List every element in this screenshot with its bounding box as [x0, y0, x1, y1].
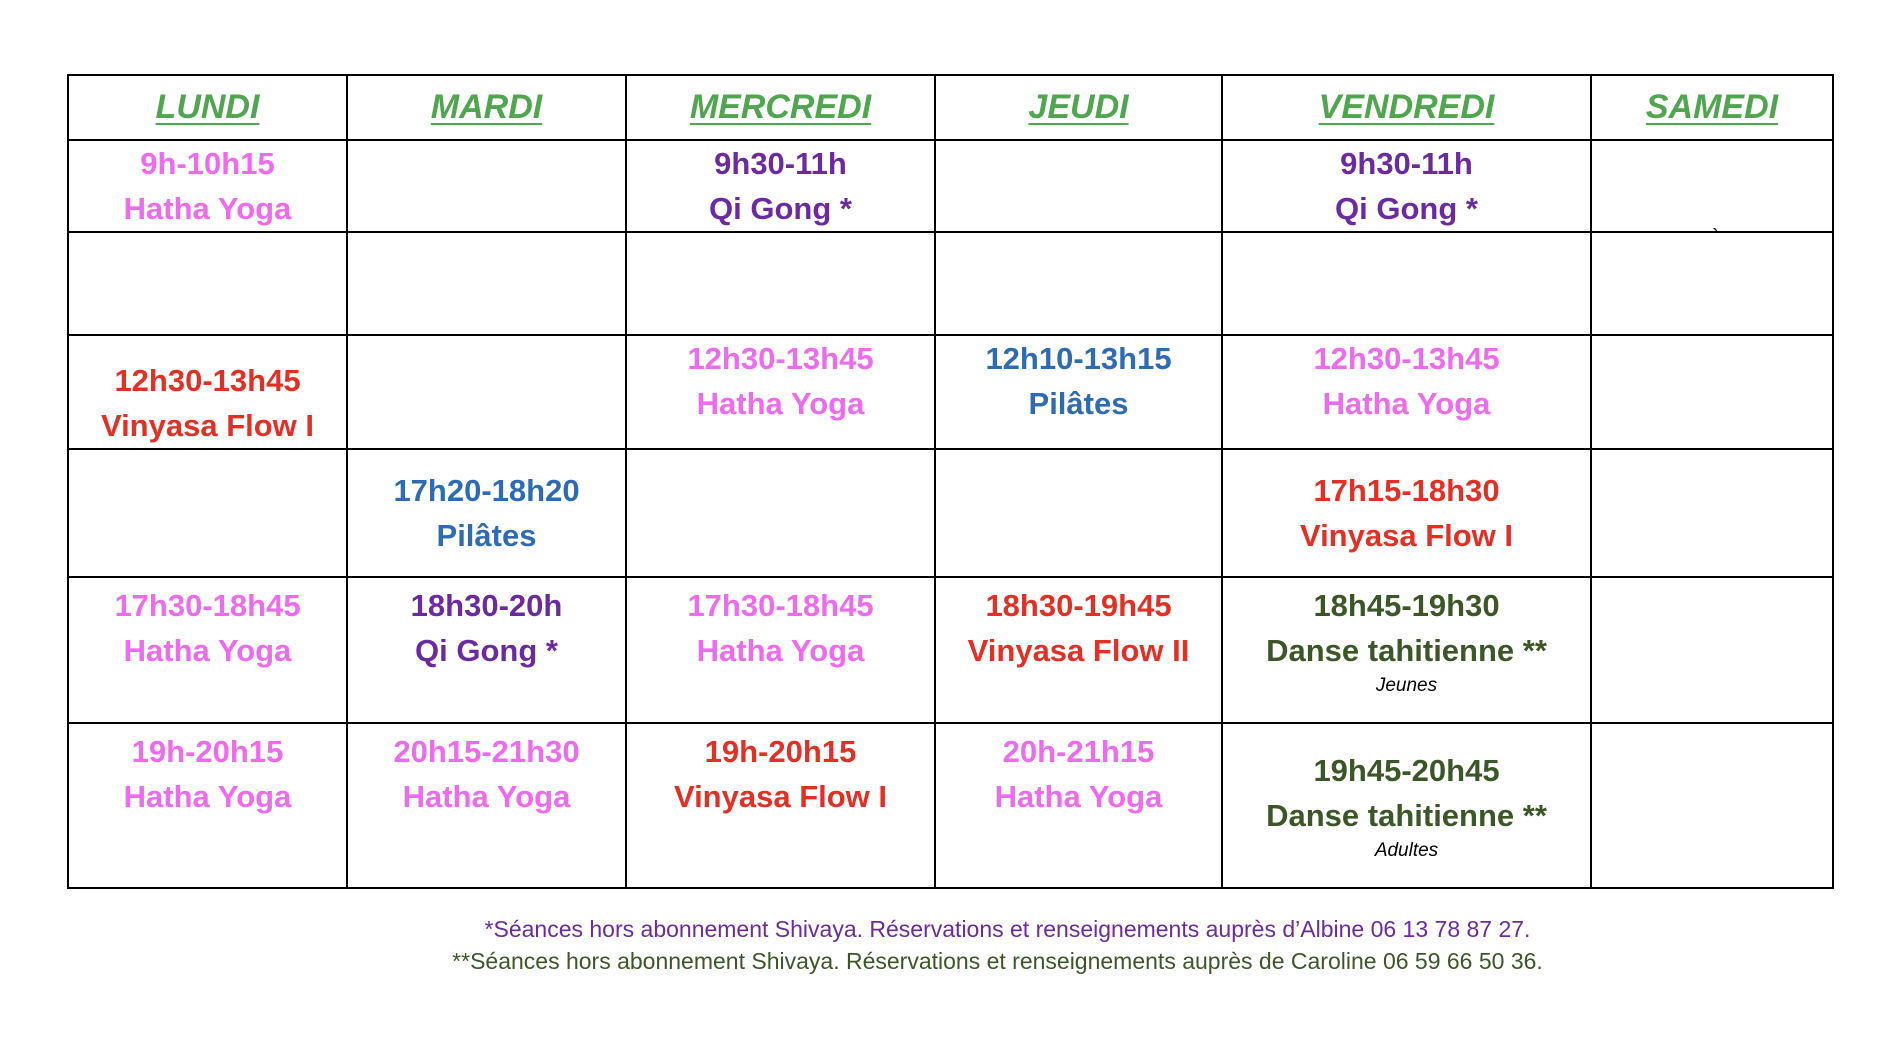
table-row: [68, 140, 1833, 232]
empty-cell: [1591, 335, 1833, 449]
session-time: 19h-20h15: [704, 734, 857, 769]
session-time: 12h30-13h45: [114, 363, 301, 398]
session-name: Hatha Yoga: [123, 191, 292, 226]
empty-cell: [1591, 723, 1833, 888]
empty-cell: [1591, 577, 1833, 723]
session-note: Adultes: [1374, 839, 1439, 861]
session-name: Qi Gong *: [709, 191, 852, 226]
footnotes: [0, 913, 1888, 977]
table-row: [68, 723, 1833, 888]
empty-cell: [626, 232, 935, 335]
empty-cell: [68, 232, 347, 335]
day-header-lundi: LUNDI: [68, 75, 347, 140]
session-name: Danse tahitienne **: [1266, 797, 1547, 833]
session-cell: [1222, 140, 1591, 232]
session-name: Vinyasa Flow I: [1299, 518, 1514, 553]
session-cell: [626, 723, 935, 888]
empty-cell: [626, 449, 935, 577]
session-name: Danse tahitienne **: [1266, 633, 1547, 668]
session-cell: [347, 577, 626, 723]
session-time: 12h30-13h45: [1313, 341, 1500, 376]
stray-mark: `: [1712, 226, 1719, 248]
empty-cell: [1591, 140, 1833, 232]
session-name: Hatha Yoga: [1322, 386, 1491, 421]
session-time: 19h45-20h45: [1313, 752, 1500, 788]
table-row: [68, 449, 1833, 577]
session-time: 17h30-18h45: [687, 588, 874, 623]
session-cell: [935, 723, 1222, 888]
session-time: 17h20-18h20: [393, 473, 580, 508]
session-time: 18h45-19h30: [1313, 588, 1500, 623]
session-cell: [935, 335, 1222, 449]
session-time: 12h30-13h45: [687, 341, 874, 376]
footnote-single-star: *Séances hors abonnement Shivaya. Réservations et renseignements auprès d’Albine 06 13 78 87 27.: [484, 916, 1531, 942]
session-name: Qi Gong *: [415, 633, 558, 668]
session-name: Hatha Yoga: [994, 779, 1163, 814]
day-header-jeudi: JEUDI: [935, 75, 1222, 140]
session-name: Hatha Yoga: [123, 633, 292, 668]
session-time: 20h-21h15: [1002, 734, 1155, 769]
session-cell: [347, 723, 626, 888]
day-header-samedi: SAMEDI: [1591, 75, 1833, 140]
table-row: [68, 232, 1833, 335]
empty-cell: [1591, 449, 1833, 577]
session-cell: [68, 577, 347, 723]
empty-cell: [1222, 232, 1591, 335]
session-time: 19h-20h15: [131, 734, 284, 769]
session-name: Qi Gong *: [1335, 191, 1478, 226]
session-cell: [1222, 449, 1591, 577]
session-cell: [626, 140, 935, 232]
session-time: 17h15-18h30: [1313, 473, 1500, 508]
table-row: [68, 577, 1833, 723]
session-time: 9h30-11h: [714, 146, 847, 181]
session-cell: [626, 577, 935, 723]
session-name: Pilâtes: [1028, 386, 1129, 421]
session-name: Hatha Yoga: [123, 779, 292, 814]
session-name: Vinyasa Flow II: [967, 633, 1190, 668]
empty-cell: [68, 449, 347, 577]
session-time: 20h15-21h30: [393, 734, 580, 769]
session-cell: [935, 577, 1222, 723]
table-row: [68, 335, 1833, 449]
empty-cell: [935, 449, 1222, 577]
session-cell: [68, 140, 347, 232]
session-cell: [626, 335, 935, 449]
footnote-double-star: **Séances hors abonnement Shivaya. Réservations et renseignements auprès de Caroline 06 59 66 50 36.: [452, 948, 1543, 974]
schedule-table: [67, 74, 1834, 889]
session-note: Jeunes: [1375, 675, 1438, 696]
session-cell: [1222, 577, 1591, 723]
session-time: 9h30-11h: [1340, 146, 1473, 181]
session-cell: [347, 449, 626, 577]
empty-cell: [347, 140, 626, 232]
empty-cell: [935, 140, 1222, 232]
session-cell: [1222, 723, 1591, 888]
day-header-mercredi: MERCREDI: [626, 75, 935, 140]
day-header-mardi: MARDI: [347, 75, 626, 140]
session-time: 18h30-20h: [410, 588, 563, 623]
session-cell: [68, 723, 347, 888]
session-time: 18h30-19h45: [985, 588, 1172, 623]
day-header-vendredi: VENDREDI: [1222, 75, 1591, 140]
session-name: Hatha Yoga: [696, 633, 865, 668]
session-name: Vinyasa Flow I: [673, 779, 888, 814]
session-time: 9h-10h15: [140, 146, 275, 181]
empty-cell: [935, 232, 1222, 335]
empty-cell: [347, 335, 626, 449]
session-name: Hatha Yoga: [696, 386, 865, 421]
session-name: Pilâtes: [436, 518, 537, 553]
session-name: Hatha Yoga: [402, 779, 571, 814]
header-row: [68, 75, 1833, 140]
session-time: 17h30-18h45: [114, 588, 301, 623]
session-cell: [1222, 335, 1591, 449]
session-time: 12h10-13h15: [985, 341, 1172, 376]
empty-cell: [347, 232, 626, 335]
session-cell: [68, 335, 347, 449]
session-name: Vinyasa Flow I: [100, 408, 315, 443]
